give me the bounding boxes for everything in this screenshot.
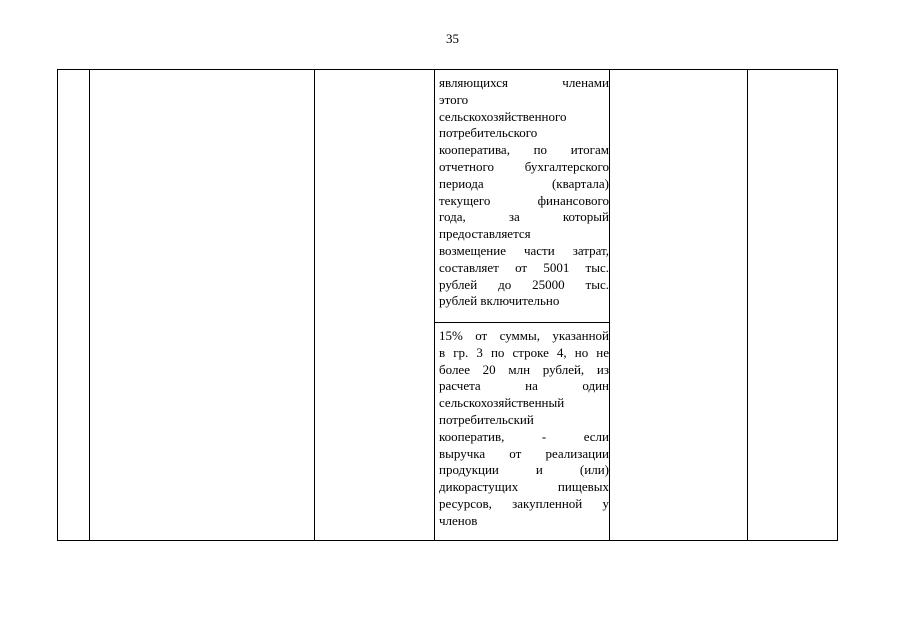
column-divider-3: [434, 70, 435, 540]
text-line: расчета на один: [439, 378, 609, 394]
document-table: [57, 69, 838, 541]
text-line: кооператив, - если: [439, 428, 609, 444]
text-line: отчетного бухгалтерского: [439, 158, 609, 174]
text-line: текущего финансового: [439, 192, 609, 208]
text-line: дикорастущих пищевых: [439, 479, 609, 495]
column-divider-2: [314, 70, 315, 540]
cell-lower-text: [439, 328, 609, 530]
text-line: рублей включительно: [439, 293, 560, 309]
text-line: более 20 млн рублей, из: [439, 361, 609, 377]
text-line: периода (квартала): [439, 175, 609, 191]
text-line: рублей до 25000 тыс.: [439, 276, 609, 292]
column-divider-4: [609, 70, 610, 540]
column-divider-5: [747, 70, 748, 540]
text-line: ресурсов, закупленной у: [439, 495, 609, 511]
text-line: года, за который: [439, 209, 609, 225]
text-line: кооператива, по итогам: [439, 142, 609, 158]
text-line: в гр. 3 по строке 4, но не: [439, 344, 609, 360]
text-line: предоставляется: [439, 226, 531, 242]
text-line: продукции и (или): [439, 462, 609, 478]
row-divider: [434, 322, 609, 323]
text-line: являющихся членами: [439, 75, 609, 90]
cell-upper-text: [439, 75, 609, 310]
text-line: потребительский: [439, 411, 534, 427]
text-line: выручка от реализации: [439, 445, 609, 461]
text-line: потребительского: [439, 125, 538, 141]
text-line: этого: [439, 91, 469, 107]
column-divider-1: [89, 70, 90, 540]
page-number: 35: [446, 31, 459, 46]
text-line: составляет от 5001 тыс.: [439, 259, 609, 275]
text-line: сельскохозяйственного: [439, 108, 567, 124]
text-line: сельскохозяйственный: [439, 395, 565, 411]
text-line: возмещение части затрат,: [439, 242, 609, 258]
text-line: 15% от суммы, указанной: [439, 328, 609, 343]
text-line: членов: [439, 512, 478, 528]
